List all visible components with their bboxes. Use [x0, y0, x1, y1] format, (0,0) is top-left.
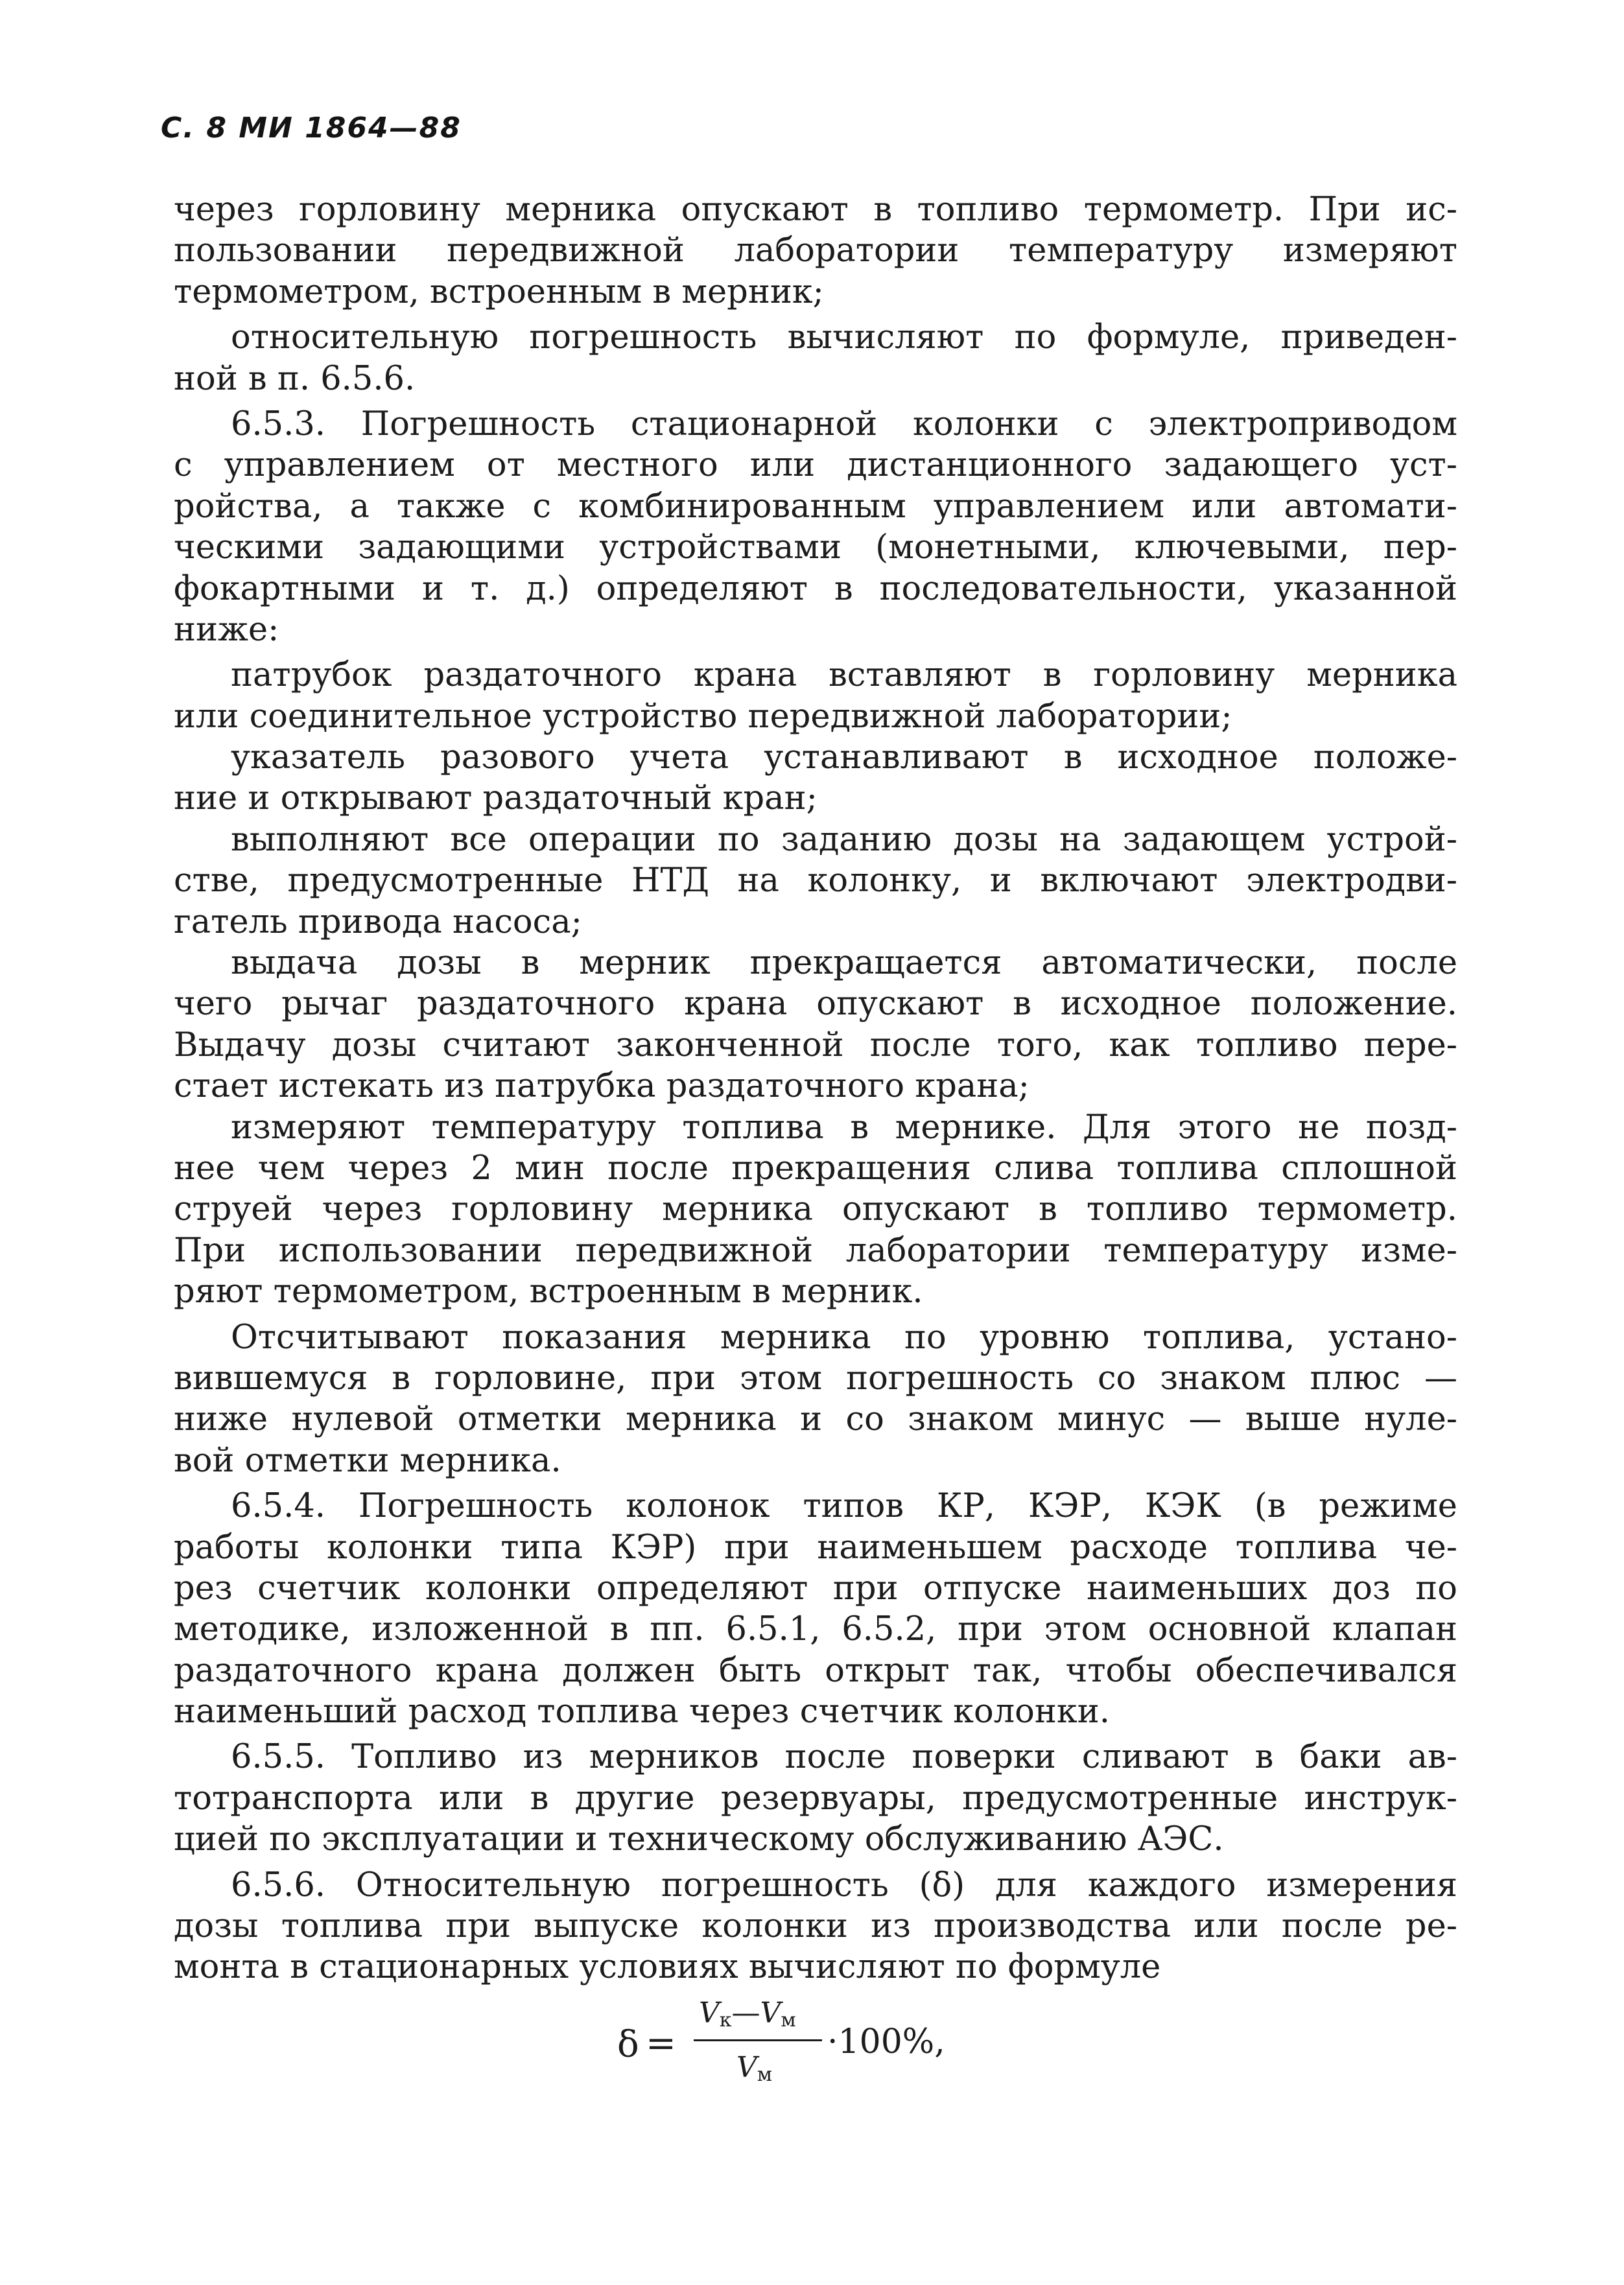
text-line: термометром, встроенным в мерник;	[174, 272, 824, 311]
text-line: ческими задающими устройствами (монетными, ключевыми, пер-	[174, 528, 1457, 567]
text-line: дозы топлива при выпуске колонки из производства или после ре-	[174, 1907, 1457, 1946]
text-line: ниже:	[174, 610, 279, 649]
text-line: ной в п. 6.5.6.	[174, 359, 416, 398]
text-line: работы колонки типа КЭР) при наименьшем расходе топлива че-	[174, 1528, 1457, 1567]
text-line: указатель разового учета устанавливают в исходное положе-	[231, 738, 1457, 777]
text-line: гатель привода насоса;	[174, 902, 582, 941]
text-line: нее чем через 2 мин после прекращения слива топлива сплошной	[174, 1149, 1457, 1188]
text-line: патрубок раздаточного крана вставляют в горловину мерника	[231, 656, 1457, 695]
text-line: Выдачу дозы считают законченной после того, как топливо пере-	[174, 1025, 1457, 1064]
body-text	[174, 189, 1457, 1988]
formula-equals: =	[646, 2022, 676, 2065]
formula-multiplier: ·100%,	[827, 2022, 945, 2061]
text-line: с управлением от местного или дистанционного задающего уст-	[174, 446, 1457, 485]
text-line: фокартными и т. д.) определяют в последовательности, указанной	[174, 569, 1457, 608]
text-line: ние и открывают раздаточный кран;	[174, 779, 818, 818]
paragraph-6-5-5: 6.5.5. Топливо из мерников после поверки сливают в баки ав-	[231, 1738, 1457, 1777]
formula-minus: —	[731, 1997, 760, 2030]
formula-delta: δ	[617, 2024, 639, 2066]
text-line: рез счетчик колонки определяют при отпуске наименьших доз по	[174, 1569, 1457, 1608]
text-line: Отсчитывают показания мерника по уровню топлива, устано-	[231, 1318, 1457, 1357]
formula-subscript: к	[719, 2009, 732, 2032]
text-line: выполняют все операции по заданию дозы на задающем устрой-	[231, 820, 1457, 859]
text-line: При использовании передвижной лаборатории температуру изме-	[174, 1231, 1457, 1270]
text-line: методике, изложенной в пп. 6.5.1, 6.5.2, при этом основной клапан	[174, 1610, 1457, 1649]
text-line: ряют термометром, встроенным в мерник.	[174, 1272, 923, 1311]
text-line: наименьший расход топлива через счетчик колонки.	[174, 1693, 1110, 1731]
text-line: вой отметки мерника.	[174, 1441, 561, 1480]
text-line: стве, предусмотренные НТД на колонку, и включают электродви-	[174, 861, 1457, 900]
text-line: тотранспорта или в другие резервуары, предусмотренные инструк-	[174, 1779, 1457, 1818]
text-line: монта в стационарных условиях вычисляют по формуле	[174, 1948, 1161, 1987]
formula	[0, 1997, 1624, 2113]
formula-subscript: м	[757, 2063, 773, 2086]
formula-var: V	[736, 2051, 757, 2084]
text-line: вившемуся в горловине, при этом погрешность со знаком плюс —	[174, 1359, 1457, 1398]
text-line: стает истекать из патрубка раздаточного крана;	[174, 1067, 1030, 1106]
text-line: струей через горловину мерника опускают в топливо термометр.	[174, 1190, 1457, 1229]
page-header: С. 8 МИ 1864—88	[161, 111, 462, 145]
text-line: ниже нулевой отметки мерника и со знаком минус — выше нуле-	[174, 1400, 1457, 1439]
paragraph-6-5-4: 6.5.4. Погрешность колонок типов КР, КЭР, КЭК (в режиме	[231, 1487, 1457, 1526]
text-line: через горловину мерника опускают в топливо термометр. При ис-	[174, 191, 1457, 229]
formula-subscript: м	[781, 2009, 796, 2032]
text-line: ройства, а также с комбинированным управлением или автомати-	[174, 487, 1457, 526]
formula-numerator	[699, 1997, 796, 2032]
formula-var: V	[699, 1997, 720, 2030]
paragraph-6-5-3: 6.5.3. Погрешность стационарной колонки с электроприводом	[231, 404, 1457, 443]
text-line: цией по эксплуатации и техническому обслуживанию АЭС.	[174, 1820, 1224, 1859]
text-line: чего рычаг раздаточного крана опускают в исходное положение.	[174, 985, 1457, 1024]
formula-var: V	[760, 1997, 781, 2030]
text-line: относительную погрешность вычисляют по формуле, приведен-	[231, 318, 1457, 357]
text-line: пользовании передвижной лаборатории температуру измеряют	[174, 231, 1457, 270]
text-line: или соединительное устройство передвижной лаборатории;	[174, 697, 1232, 736]
text-line: измеряют температуру топлива в мернике. Для этого не позд-	[231, 1108, 1457, 1147]
text-line: раздаточного крана должен быть открыт так, чтобы обеспечивался	[174, 1651, 1457, 1690]
fraction-bar	[694, 2039, 822, 2041]
text-line: выдача дозы в мерник прекращается автоматически, после	[231, 944, 1457, 983]
paragraph-6-5-6: 6.5.6. Относительную погрешность (δ) для каждого измерения	[231, 1866, 1457, 1904]
formula-denominator	[736, 2051, 772, 2086]
